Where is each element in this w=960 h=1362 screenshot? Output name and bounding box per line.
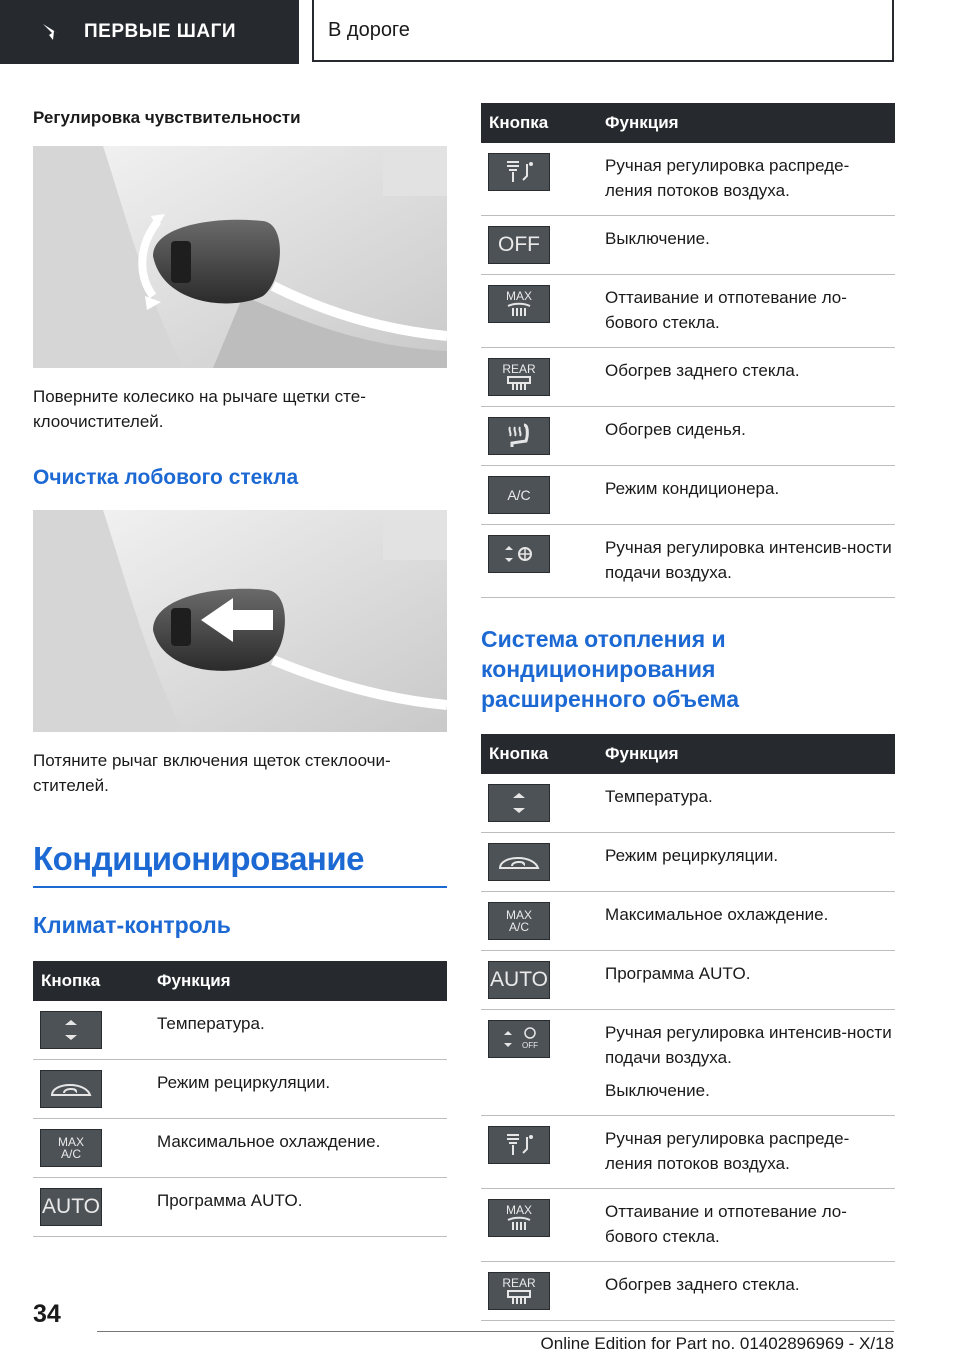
recirculation-icon [488, 843, 550, 881]
col-header-button: Кнопка [481, 734, 605, 774]
fan-speed-off-icon: OFF [488, 1020, 550, 1058]
table-row: AUTO Программа AUTO. [33, 1178, 447, 1237]
recirculation-icon [40, 1070, 102, 1108]
table-row: Температура. [481, 774, 895, 833]
fan-speed-icon [488, 535, 550, 573]
chapter-tab[interactable] [0, 0, 299, 64]
col-header-function: Функция [157, 961, 447, 1001]
temperature-arrows-icon [40, 1011, 102, 1049]
section-tab[interactable] [312, 0, 894, 62]
max-defrost-icon: MAX [488, 1199, 550, 1237]
auto-icon: AUTO [488, 961, 550, 999]
table-row: REAR Обогрев заднего стекла. [481, 1262, 895, 1321]
table-row: A/C Режим кондиционера. [481, 466, 895, 525]
windshield-text: Потяните рычаг включения щеток стеклоочи-стителей. [33, 751, 391, 795]
table-row: Режим рециркуляции. [481, 833, 895, 892]
extended-climate-heading: Система отопления и кондиционирования расширенного объема [481, 626, 740, 712]
air-conditioning-heading: Кондиционирование [33, 840, 447, 888]
col-header-function: Функция [605, 103, 895, 143]
right-column [481, 103, 895, 1321]
table-row: OFF Ручная регулировка интенсив-ности подачи воздуха. Выключение. [481, 1010, 895, 1116]
footer-divider [97, 1331, 894, 1332]
section-label: В дороге [328, 18, 410, 41]
table-row: AUTO Программа AUTO. [481, 951, 895, 1010]
air-distribution-icon [488, 1126, 550, 1164]
climate-control-table [33, 961, 447, 1237]
rear-defrost-icon: REAR [488, 358, 550, 396]
edition-footer: Online Edition for Part no. 01402896969 - X/18 [540, 1334, 894, 1353]
temperature-arrows-icon [488, 784, 550, 822]
table-row: Ручная регулировка интенсив-ности подачи воздуха. [481, 525, 895, 598]
max-defrost-icon: MAX [488, 285, 550, 323]
extended-climate-table [481, 734, 895, 1321]
max-ac-icon: MAX A/C [40, 1129, 102, 1167]
page-header [0, 0, 960, 66]
windshield-heading: Очистка лобового стекла [33, 466, 299, 489]
table-row: REAR Обогрев заднего стекла. [481, 348, 895, 407]
table-row: OFF Выключение. [481, 216, 895, 275]
windshield-wash-photo [33, 510, 447, 732]
rear-defrost-icon: REAR [488, 1272, 550, 1310]
table-row: MAX Оттаивание и отпотевание ло-бового стекла. [481, 1189, 895, 1262]
col-header-button: Кнопка [481, 103, 605, 143]
table-row: Ручная регулировка распреде-ления потоков воздуха. [481, 1116, 895, 1189]
off-icon: OFF [488, 226, 550, 264]
left-column [33, 100, 447, 1237]
table-row: Ручная регулировка распреде-ления потоков воздуха. [481, 143, 895, 216]
climate-control-heading: Климат-контроль [33, 912, 231, 938]
climate-table-continued [481, 103, 895, 598]
table-row: MAX A/C Максимальное охлаждение. [33, 1119, 447, 1178]
ac-icon: A/C [488, 476, 550, 514]
table-row: Обогрев сиденья. [481, 407, 895, 466]
page-number: 34 [33, 1300, 61, 1328]
col-header-button: Кнопка [33, 961, 157, 1001]
auto-icon: AUTO [40, 1188, 102, 1226]
wiper-sensitivity-photo [33, 146, 447, 368]
seat-heating-icon [488, 417, 550, 455]
max-ac-icon: MAX A/C [488, 902, 550, 940]
air-distribution-icon [488, 153, 550, 191]
quick-start-icon [40, 21, 62, 43]
sensitivity-text: Поверните колесико на рычаге щетки сте-клоочистителей. [33, 387, 366, 431]
chapter-label: ПЕРВЫЕ ШАГИ [84, 21, 237, 42]
table-row: Температура. [33, 1001, 447, 1060]
table-row: Режим рециркуляции. [33, 1060, 447, 1119]
table-row: MAX A/C Максимальное охлаждение. [481, 892, 895, 951]
sensitivity-heading: Регулировка чувствительности [33, 108, 301, 127]
col-header-function: Функция [605, 734, 895, 774]
table-row: MAX Оттаивание и отпотевание ло-бового стекла. [481, 275, 895, 348]
